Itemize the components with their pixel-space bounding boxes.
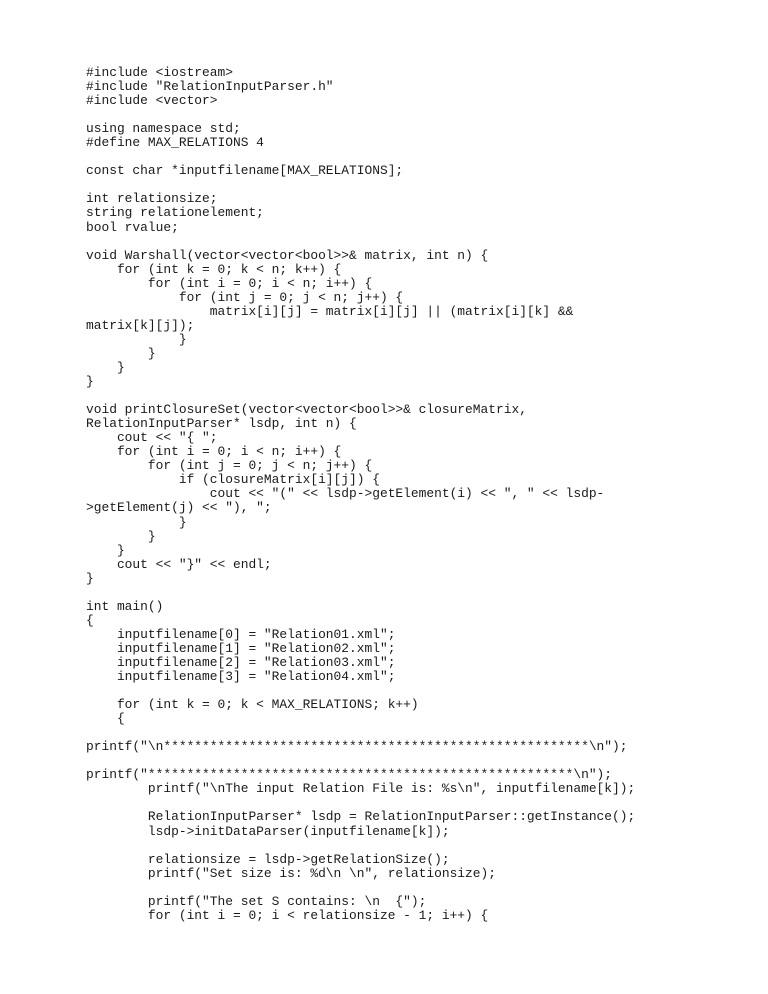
code-line [86, 684, 635, 698]
code-line: printf("Set size is: %d\n \n", relationsize); [86, 865, 496, 881]
code-line [86, 754, 635, 768]
code-line: } [86, 514, 187, 530]
code-line: cout << "(" << lsdp->getElement(i) << ", " << lsdp- [86, 486, 605, 502]
code-line: for (int j = 0; j < n; j++) { [86, 458, 373, 474]
code-line: printf("\n*******************************************************\n"); [86, 739, 628, 755]
code-line: RelationInputParser* lsdp = RelationInputParser::getInstance(); [86, 809, 636, 825]
code-line: for (int i = 0; i < n; i++) { [86, 444, 342, 460]
code-line: } [86, 331, 187, 347]
code-line [86, 235, 635, 249]
code-line [86, 586, 635, 600]
code-line: } [86, 374, 94, 390]
code-line: printf("*******************************************************\n"); [86, 767, 613, 783]
code-line: inputfilename[2] = "Relation03.xml"; [86, 654, 396, 670]
code-line: #include <vector> [86, 93, 218, 109]
code-line: { [86, 711, 125, 727]
code-listing [86, 66, 635, 923]
code-line: using namespace std; [86, 121, 241, 137]
code-line: for (int i = 0; i < n; i++) { [86, 275, 373, 291]
code-line: #include "RelationInputParser.h" [86, 79, 334, 95]
code-line: } [86, 542, 125, 558]
code-line: } [86, 570, 94, 586]
code-line [86, 796, 635, 810]
code-line: { [86, 612, 94, 628]
code-line: } [86, 359, 125, 375]
code-line: printf("\nThe input Relation File is: %s\n", inputfilename[k]); [86, 781, 636, 797]
code-line: string relationelement; [86, 205, 264, 221]
code-line: for (int k = 0; k < n; k++) { [86, 261, 342, 277]
code-line [86, 389, 635, 403]
code-line [86, 726, 635, 740]
code-line [86, 150, 635, 164]
code-line: bool rvalue; [86, 219, 179, 235]
code-line: int main() [86, 598, 164, 614]
code-line: RelationInputParser* lsdp, int n) { [86, 416, 357, 432]
code-line: cout << "}" << endl; [86, 556, 272, 572]
code-line: for (int i = 0; i < relationsize - 1; i++) { [86, 907, 489, 923]
code-line: lsdp->initDataParser(inputfilename[k]); [86, 823, 450, 839]
code-line: inputfilename[3] = "Relation04.xml"; [86, 669, 396, 685]
code-line [86, 839, 635, 853]
code-line: inputfilename[0] = "Relation01.xml"; [86, 626, 396, 642]
code-line: relationsize = lsdp->getRelationSize(); [86, 851, 450, 867]
code-line: for (int j = 0; j < n; j++) { [86, 289, 404, 305]
code-line: } [86, 345, 156, 361]
code-line: void Warshall(vector<vector<bool>>& matrix, int n) { [86, 247, 489, 263]
code-line: matrix[k][j]); [86, 317, 195, 333]
code-line: >getElement(j) << "), "; [86, 500, 272, 516]
code-line: #include <iostream> [86, 65, 233, 80]
code-line: inputfilename[1] = "Relation02.xml"; [86, 640, 396, 656]
code-line: #define MAX_RELATIONS 4 [86, 135, 264, 151]
code-line [86, 881, 635, 895]
code-line [86, 178, 635, 192]
code-line: int relationsize; [86, 191, 218, 207]
code-line: for (int k = 0; k < MAX_RELATIONS; k++) [86, 697, 419, 713]
code-line: void printClosureSet(vector<vector<bool>>& closureMatrix, [86, 402, 527, 418]
code-line: } [86, 528, 156, 544]
code-line [86, 108, 635, 122]
code-line: if (closureMatrix[i][j]) { [86, 472, 380, 488]
code-line: matrix[i][j] = matrix[i][j] || (matrix[i][k] && [86, 303, 574, 319]
code-line: const char *inputfilename[MAX_RELATIONS]; [86, 163, 404, 179]
code-line: cout << "{ "; [86, 430, 218, 446]
code-line: printf("The set S contains: \n {"); [86, 893, 427, 909]
